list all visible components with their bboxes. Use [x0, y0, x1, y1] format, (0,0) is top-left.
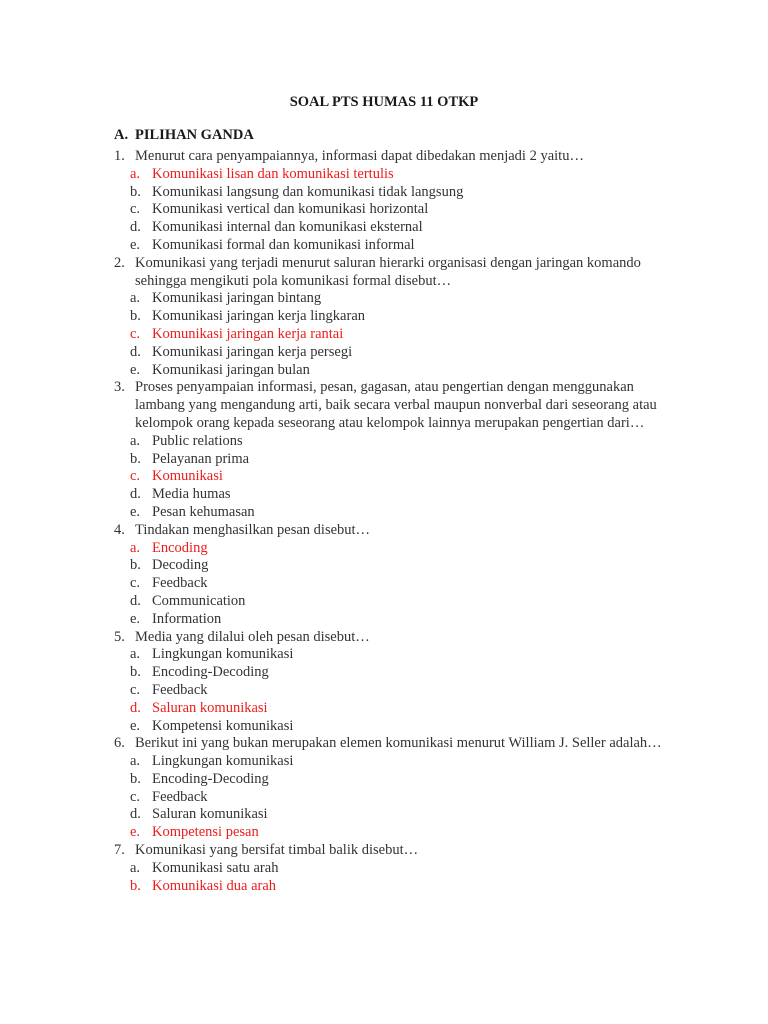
document-title: SOAL PTS HUMAS 11 OTKP — [289, 94, 479, 110]
option-letter: a. — [130, 753, 141, 770]
option-text: Lingkungan komunikasi — [152, 753, 294, 770]
option-letter: d. — [130, 592, 141, 609]
option-letter: a. — [130, 539, 141, 556]
option-text: Komunikasi internal dan komunikasi eksternal — [152, 219, 423, 236]
question-item — [114, 379, 674, 521]
option-text: Feedback — [152, 575, 208, 592]
answer-option — [114, 308, 674, 326]
option-letter: c. — [130, 468, 141, 485]
option-text: Feedback — [152, 681, 208, 698]
option-letter: a. — [130, 432, 141, 449]
option-letter: e. — [130, 361, 141, 378]
option-letter: d. — [130, 806, 141, 823]
option-letter: c. — [130, 325, 141, 342]
option-text: Komunikasi jaringan kerja rantai — [152, 325, 344, 342]
option-text: Komunikasi — [152, 468, 223, 485]
option-text: Pesan kehumasan — [152, 503, 255, 520]
question-text: Komunikasi yang terjadi menurut saluran hierarki organisasi dengan jaringan komando sehingga mengikuti pola komunikasi formal disebut… — [135, 254, 641, 289]
question-number: 5. — [114, 628, 125, 645]
answer-option — [114, 219, 674, 237]
question-number: 7. — [114, 842, 125, 859]
answer-option — [114, 201, 674, 219]
section-label: PILIHAN GANDA — [135, 127, 254, 143]
answer-option — [114, 682, 674, 700]
option-letter: e. — [130, 503, 141, 520]
section-letter: A. — [114, 127, 129, 143]
answer-option — [114, 504, 674, 522]
option-letter: d. — [130, 343, 141, 360]
question-item — [114, 842, 674, 895]
answer-option — [114, 237, 674, 255]
question-stem — [114, 148, 674, 166]
question-text: Menurut cara penyampaiannya, informasi dapat dibedakan menjadi 2 yaitu… — [135, 148, 584, 164]
answer-option-correct — [114, 878, 674, 896]
option-text: Decoding — [152, 557, 209, 574]
answer-option-correct — [114, 540, 674, 558]
question-stem — [114, 629, 674, 647]
option-text: Komunikasi satu arah — [152, 859, 279, 876]
option-letter: c. — [130, 575, 141, 592]
question-text: Proses penyampaian informasi, pesan, gagasan, atau pengertian dengan menggunakan lambang yang mengandung arti, baik secara verbal maupun nonverbal dari seseorang atau kelompok orang kepada seseorang atau kelompok lainnya merupakan pengertian dari… — [135, 379, 657, 431]
answer-option — [114, 789, 674, 807]
option-letter: b. — [130, 183, 141, 200]
answer-option — [114, 290, 674, 308]
question-item — [114, 522, 674, 629]
option-letter: a. — [130, 859, 141, 876]
answer-option-correct — [114, 468, 674, 486]
answer-option — [114, 860, 674, 878]
question-number: 3. — [114, 379, 125, 396]
question-stem — [114, 379, 674, 432]
question-list — [114, 148, 674, 895]
option-text: Komunikasi jaringan bintang — [152, 290, 322, 307]
answer-option — [114, 362, 674, 380]
option-text: Kompetensi komunikasi — [152, 717, 294, 734]
answer-option — [114, 611, 674, 629]
question-text: Berikut ini yang bukan merupakan elemen komunikasi menurut William J. Seller adalah… — [135, 735, 662, 752]
option-text: Komunikasi formal dan komunikasi informal — [152, 236, 415, 253]
option-letter: e. — [130, 717, 141, 734]
option-letter: c. — [130, 788, 141, 805]
answer-option — [114, 664, 674, 682]
option-text: Saluran komunikasi — [152, 806, 268, 823]
question-stem — [114, 842, 674, 860]
option-text: Encoding — [152, 539, 208, 556]
option-text: Komunikasi lisan dan komunikasi tertulis — [152, 165, 394, 182]
option-text: Komunikasi jaringan kerja persegi — [152, 343, 353, 360]
option-letter: b. — [130, 877, 141, 894]
question-stem — [114, 735, 674, 753]
option-text: Pelayanan prima — [152, 450, 250, 467]
answer-option — [114, 753, 674, 771]
answer-option-correct — [114, 700, 674, 718]
answer-option — [114, 646, 674, 664]
answer-option — [114, 486, 674, 504]
option-text: Komunikasi jaringan bulan — [152, 361, 310, 378]
option-letter: a. — [130, 646, 141, 663]
option-letter: d. — [130, 486, 141, 503]
option-text: Komunikasi vertical dan komunikasi horizontal — [152, 201, 429, 218]
answer-option — [114, 718, 674, 736]
question-stem — [114, 522, 674, 540]
question-number: 1. — [114, 148, 125, 164]
answer-option-correct — [114, 326, 674, 344]
option-letter: b. — [130, 450, 141, 467]
answer-option — [114, 433, 674, 451]
option-text: Saluran komunikasi — [152, 699, 268, 716]
option-text: Information — [152, 610, 222, 627]
option-text: Media humas — [152, 486, 231, 503]
answer-option-correct — [114, 824, 674, 842]
question-item — [114, 735, 674, 842]
option-letter: e. — [130, 236, 141, 253]
option-letter: a. — [130, 165, 141, 182]
option-letter: d. — [130, 699, 141, 716]
option-text: Public relations — [152, 432, 243, 449]
option-letter: c. — [130, 681, 141, 698]
option-letter: e. — [130, 824, 141, 841]
question-stem — [114, 255, 674, 291]
option-text: Komunikasi dua arah — [152, 877, 277, 894]
answer-option — [114, 806, 674, 824]
question-number: 6. — [114, 735, 125, 752]
option-text: Komunikasi langsung dan komunikasi tidak langsung — [152, 183, 464, 200]
option-letter: b. — [130, 308, 141, 325]
answer-option — [114, 593, 674, 611]
question-number: 2. — [114, 254, 125, 271]
question-text: Media yang dilalui oleh pesan disebut… — [135, 628, 370, 645]
option-letter: d. — [130, 219, 141, 236]
question-item — [114, 255, 674, 380]
option-letter: b. — [130, 557, 141, 574]
option-letter: b. — [130, 770, 141, 787]
question-item — [114, 629, 674, 736]
answer-option — [114, 184, 674, 202]
answer-option-correct — [114, 166, 674, 184]
answer-option — [114, 771, 674, 789]
option-letter: b. — [130, 664, 141, 681]
question-text: Komunikasi yang bersifat timbal balik disebut… — [135, 842, 419, 859]
answer-option — [114, 344, 674, 362]
option-letter: a. — [130, 290, 141, 307]
option-text: Encoding-Decoding — [152, 770, 269, 787]
question-text: Tindakan menghasilkan pesan disebut… — [135, 521, 371, 538]
option-letter: c. — [130, 201, 141, 218]
question-number: 4. — [114, 521, 125, 538]
option-text: Communication — [152, 592, 246, 609]
option-text: Kompetensi pesan — [152, 824, 259, 841]
question-item — [114, 148, 674, 255]
answer-option — [114, 575, 674, 593]
option-text: Komunikasi jaringan kerja lingkaran — [152, 308, 366, 325]
answer-option — [114, 451, 674, 469]
option-text: Feedback — [152, 788, 208, 805]
section-heading — [114, 127, 254, 145]
answer-option — [114, 557, 674, 575]
option-text: Encoding-Decoding — [152, 664, 269, 681]
option-text: Lingkungan komunikasi — [152, 646, 294, 663]
option-letter: e. — [130, 610, 141, 627]
